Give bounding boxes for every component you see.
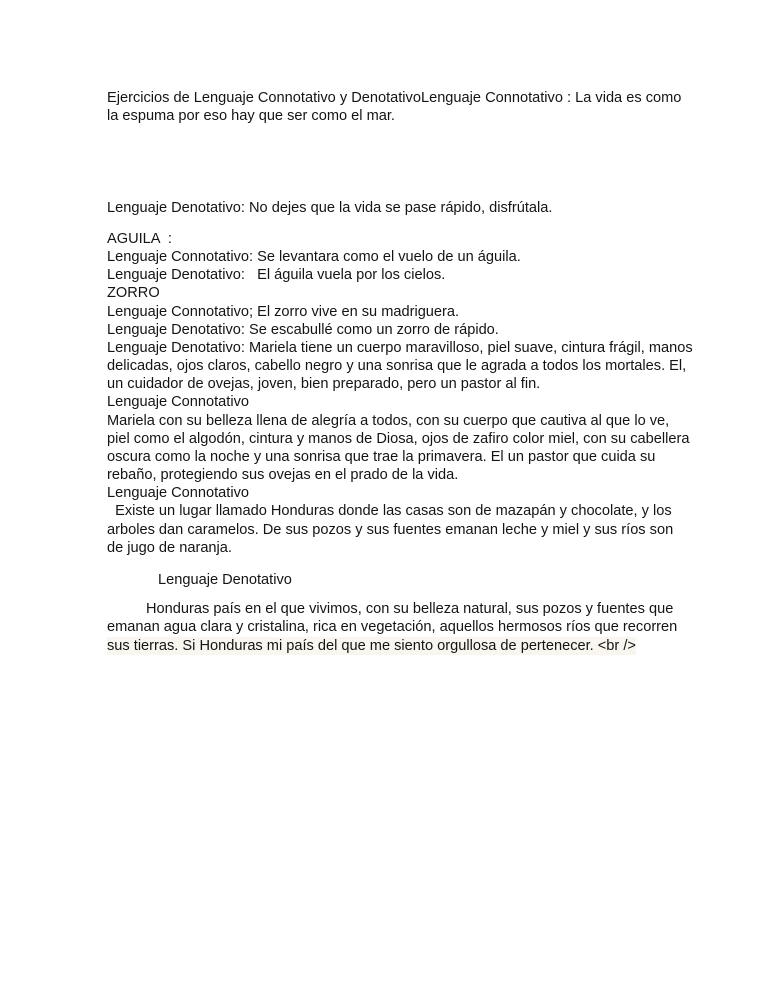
text-line: de jugo de naranja. <box>107 540 232 556</box>
text-line: Honduras país en el que vivimos, con su belleza natural, sus pozos y fuentes que <box>146 601 674 617</box>
text-line: Ejercicios de Lenguaje Connotativo y DenotativoLenguaje Connotativo : La vida es como <box>107 90 682 106</box>
text-line: ZORRO <box>107 285 160 301</box>
text-line: Lenguaje Denotativo: Se escabullé como un zorro de rápido. <box>107 322 499 338</box>
text-line: Lenguaje Connotativo <box>107 394 249 410</box>
text-line: emanan agua clara y cristalina, rica en vegetación, aquellos hermosos ríos que recorren <box>107 619 678 635</box>
text-line: Lenguaje Denotativo: No dejes que la vida se pase rápido, disfrútala. <box>107 200 553 216</box>
text-line: delicadas, ojos claros, cabello negro y una sonrisa que le agrada a todos los mortales. El, <box>107 358 687 374</box>
text-line: Mariela con su belleza llena de alegría a todos, con su cuerpo que cautiva al que lo ve, <box>107 413 670 429</box>
section-heading: Lenguaje Denotativo <box>158 572 292 588</box>
text-line: Lenguaje Connotativo <box>107 485 249 501</box>
text-line: oscura como la noche y una sonrisa que trae la primavera. El un pastor que cuida su <box>107 449 656 465</box>
text-line: rebaño, protegiendo sus ovejas en el prado de la vida. <box>107 467 459 483</box>
text-line: un cuidador de ovejas, joven, bien preparado, pero un pastor al fin. <box>107 376 541 392</box>
text-line: arboles dan caramelos. De sus pozos y sus fuentes emanan leche y miel y sus ríos son <box>107 522 674 538</box>
text-line: Lenguaje Denotativo: Mariela tiene un cuerpo maravilloso, piel suave, cintura frágil, manos <box>107 340 693 356</box>
text-line: Existe un lugar llamado Honduras donde las casas son de mazapán y chocolate, y los <box>107 503 672 519</box>
text-line: Lenguaje Connotativo: Se levantara como el vuelo de un águila. <box>107 249 521 265</box>
text-line: Lenguaje Connotativo; El zorro vive en su madriguera. <box>107 304 460 320</box>
text-line: piel como el algodón, cintura y manos de Diosa, ojos de zafiro color miel, con su cabellera <box>107 431 690 447</box>
text-line: la espuma por eso hay que ser como el mar. <box>107 108 395 124</box>
text-line: Lenguaje Denotativo: El águila vuela por los cielos. <box>107 267 446 283</box>
text-line: AGUILA : <box>107 231 172 247</box>
text-line: sus tierras. Si Honduras mi país del que me siento orgullosa de pertenecer. <br /> <box>107 638 636 654</box>
